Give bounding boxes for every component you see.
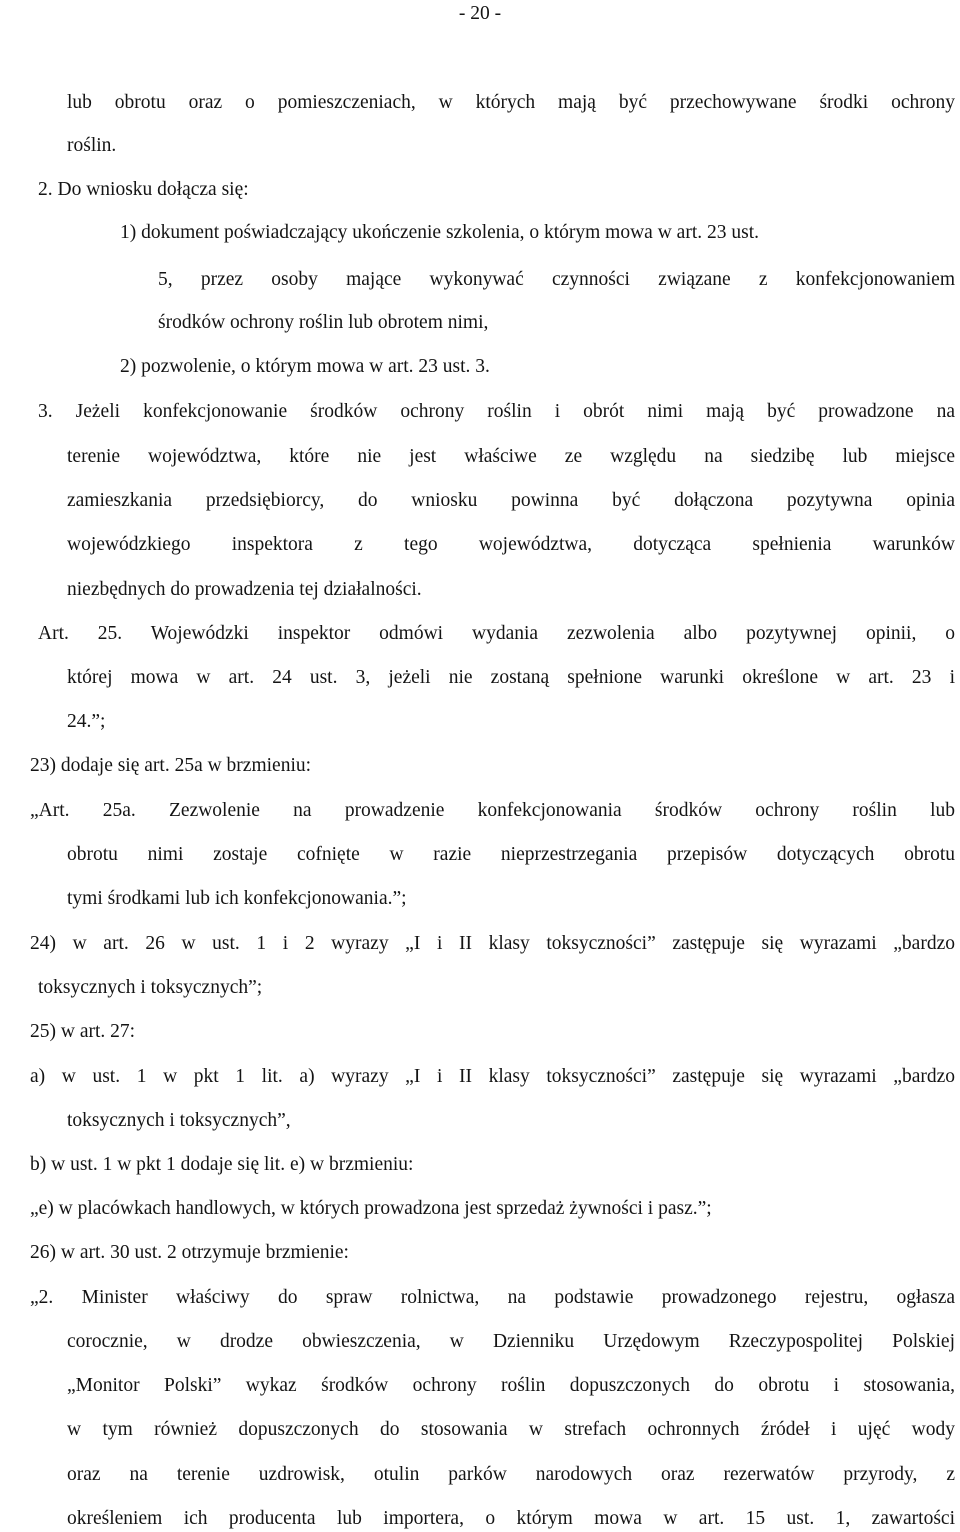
text-line: lub obrotu oraz o pomieszczeniach, w których mają być przechowywane środki ochrony <box>67 92 955 113</box>
text-line: 1) dokument poświadczający ukończenie szkolenia, o którym mowa w art. 23 ust. <box>120 222 759 243</box>
text-line: 25) w art. 27: <box>30 1021 136 1042</box>
text-line: 2) pozwolenie, o którym mowa w art. 23 ust. 3. <box>120 356 490 377</box>
text-line: terenie województwa, które nie jest właściwe ze względu na siedzibę lub miejsce <box>67 446 955 467</box>
text-line: „Art. 25a. Zezwolenie na prowadzenie konfekcjonowania środków ochrony roślin lub <box>30 800 955 821</box>
text-line: 3. Jeżeli konfekcjonowanie środków ochrony roślin i obrót nimi mają być prowadzone na <box>38 401 955 422</box>
text-line: 24) w art. 26 w ust. 1 i 2 wyrazy „I i II klasy toksyczności” zastępuje się wyrazami „bardzo <box>30 933 955 954</box>
text-line: w tym również dopuszczonych do stosowania w strefach ochronnych źródeł i ujęć wody <box>67 1419 955 1440</box>
text-line: środków ochrony roślin lub obrotem nimi, <box>158 312 489 333</box>
text-line: toksycznych i toksycznych”; <box>38 977 263 998</box>
text-line: 2. Do wniosku dołącza się: <box>38 179 249 200</box>
text-line: 5, przez osoby mające wykonywać czynności związane z konfekcjonowaniem <box>158 269 955 290</box>
text-line: Art. 25. Wojewódzki inspektor odmówi wydania zezwolenia albo pozytywnej opinii, o <box>38 623 955 644</box>
text-line: oraz na terenie uzdrowisk, otulin parków narodowych oraz rezerwatów przyrody, z <box>67 1464 955 1485</box>
text-line: corocznie, w drodze obwieszczenia, w Dzienniku Urzędowym Rzeczypospolitej Polskiej <box>67 1331 955 1352</box>
text-line: a) w ust. 1 w pkt 1 lit. a) wyrazy „I i II klasy toksyczności” zastępuje się wyrazami „bardzo <box>30 1066 955 1087</box>
text-line: określeniem ich producenta lub importera, o którym mowa w art. 15 ust. 1, zawartości <box>67 1508 955 1529</box>
text-line: obrotu nimi zostaje cofnięte w razie nieprzestrzegania przepisów dotyczących obrotu <box>67 844 955 865</box>
page-number: - 20 - <box>458 3 502 24</box>
text-line: „e) w placówkach handlowych, w których prowadzona jest sprzedaż żywności i pasz.”; <box>30 1198 712 1219</box>
text-line: niezbędnych do prowadzenia tej działalności. <box>67 579 422 600</box>
text-line: wojewódzkiego inspektora z tego województwa, dotycząca spełnienia warunków <box>67 534 955 555</box>
text-line: roślin. <box>67 135 117 156</box>
text-line: 24.”; <box>67 711 106 732</box>
text-line: 23) dodaje się art. 25a w brzmieniu: <box>30 755 312 776</box>
text-line: zamieszkania przedsiębiorcy, do wniosku powinna być dołączona pozytywna opinia <box>67 490 955 511</box>
text-line: toksycznych i toksycznych”, <box>67 1110 291 1131</box>
text-line: której mowa w art. 24 ust. 3, jeżeli nie zostaną spełnione warunki określone w art. 23 i <box>67 667 955 688</box>
text-line: 26) w art. 30 ust. 2 otrzymuje brzmienie: <box>30 1242 349 1263</box>
text-line: „Monitor Polski” wykaz środków ochrony roślin dopuszczonych do obrotu i stosowania, <box>67 1375 955 1396</box>
text-line: tymi środkami lub ich konfekcjonowania.”; <box>67 888 407 909</box>
text-line: b) w ust. 1 w pkt 1 dodaje się lit. e) w brzmieniu: <box>30 1154 414 1175</box>
text-line: „2. Minister właściwy do spraw rolnictwa, na podstawie prowadzonego rejestru, ogłasza <box>30 1287 955 1308</box>
